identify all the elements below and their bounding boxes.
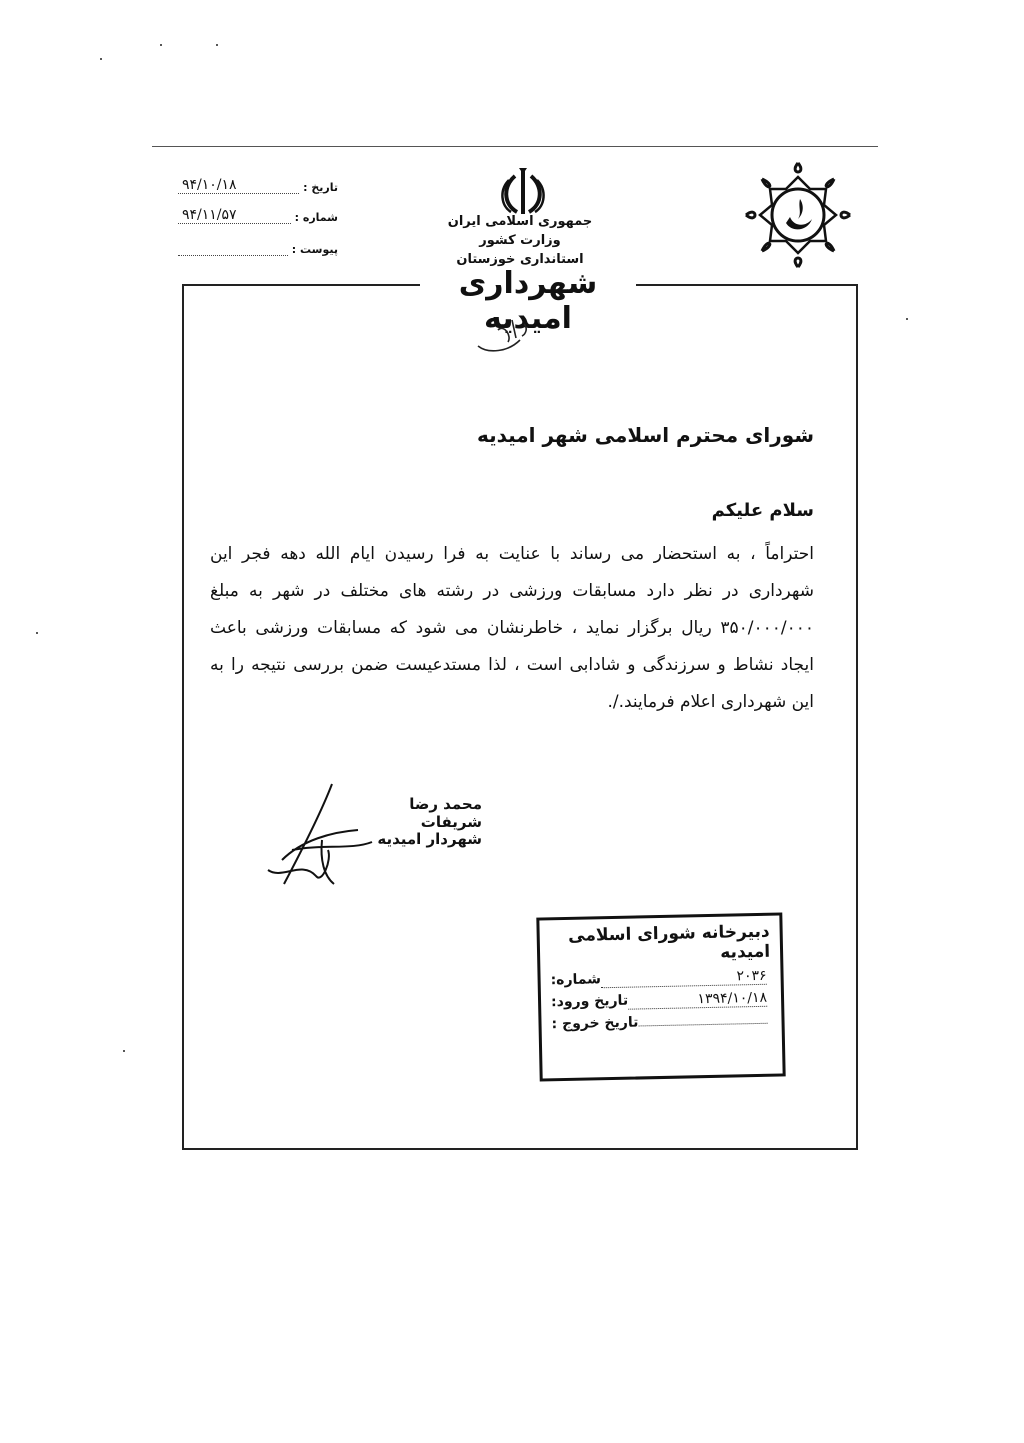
stamp-exit-date-label: تاریخ خروج : xyxy=(551,1014,639,1033)
stamp-title: دبیرخانه شورای اسلامی امیدیه xyxy=(567,921,771,963)
stamp-exit-date-row xyxy=(551,1012,771,1033)
stamp-number-value: ۲۰۳۶ xyxy=(601,968,767,988)
stamp-entry-date-value: ۱۳۹۴/۱۰/۱۸ xyxy=(628,990,767,1010)
stamp-exit-date-value xyxy=(638,1023,767,1027)
signer-name: محمد رضا شریفات xyxy=(409,795,482,831)
municipality-logo-icon xyxy=(738,155,858,275)
attachment-value xyxy=(178,240,288,256)
secretariat-stamp xyxy=(536,912,785,1081)
date-value: ۹۴/۱۰/۱۸ xyxy=(178,178,299,194)
stamp-number-label: شماره: xyxy=(550,971,602,989)
stamp-entry-date-row xyxy=(551,990,771,1012)
date-label: تاریخ : xyxy=(303,181,338,194)
number-label: شماره : xyxy=(294,211,338,224)
scan-speck xyxy=(36,632,38,634)
signer-title: شهردار امیدیه xyxy=(377,830,482,848)
gov-line-2: وزارت کشور xyxy=(479,233,561,248)
handwritten-note xyxy=(468,310,548,358)
scan-speck xyxy=(100,58,102,60)
office-title: شهرداری امیدیه xyxy=(458,266,598,336)
recipient: شورای محترم اسلامی شهر امیدیه xyxy=(476,423,814,447)
number-field xyxy=(178,208,338,224)
salutation: سلام علیکم xyxy=(711,500,814,521)
scan-speck xyxy=(123,1050,125,1052)
letter-body: احتراماً ، به استحضار می رساند با عنایت به فرا رسیدن ایام الله دهه فجر این شهرداری در نظر دارد مسابقات ورزشی در رشته های مختلف در شهر به مبلغ ۳۵۰/۰۰۰/۰۰۰ ریال برگزار نماید ، خاطرنشان می شود که مسابقات ورزشی باعث ایجاد نشاط و سرزندگی و شادابی است ، لذا مستدعیست ضمن بررسی نتیجه را به این شهرداری اعلام فرمایند./. xyxy=(210,544,814,712)
scan-speck xyxy=(216,44,218,46)
iran-emblem-icon xyxy=(497,166,549,218)
top-rule xyxy=(152,146,878,147)
gov-line-1: جمهوری اسلامی ایران xyxy=(447,214,593,229)
stamp-number-row xyxy=(550,968,770,990)
scan-speck xyxy=(906,318,908,320)
attachment-field xyxy=(178,240,338,256)
scan-speck xyxy=(160,44,162,46)
gov-line-3: استانداری خوزستان xyxy=(456,252,584,267)
number-value: ۹۴/۱۱/۵۷ xyxy=(178,208,291,224)
stamp-entry-date-label: تاریخ ورود: xyxy=(550,992,629,1011)
attachment-label: پیوست : xyxy=(291,243,338,256)
date-field xyxy=(178,178,338,194)
